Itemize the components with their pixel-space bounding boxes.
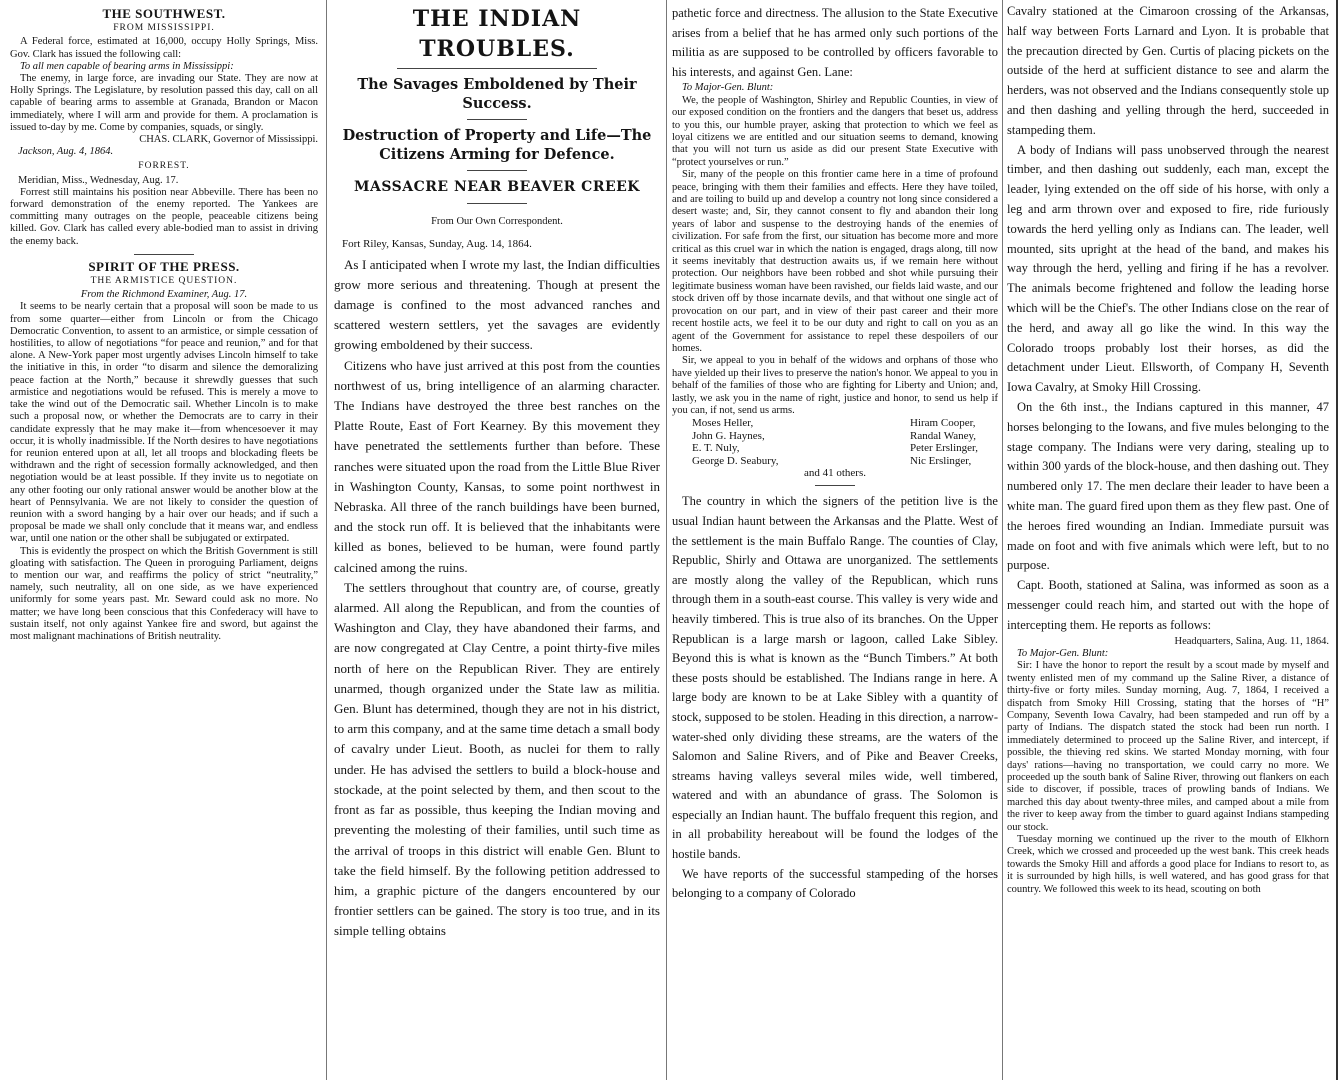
salutation: To Major-Gen. Blunt: <box>682 82 774 94</box>
rule <box>397 68 597 69</box>
column-indian-troubles <box>334 0 660 1080</box>
paragraph: This is evidently the prospect on which the British Government is still gloating with satisfaction. The Queen in proroguing Parliament, deigns to mention our war, and reaffirms the policy of strict “neutrality,” namely, such neutrality, all on one side, as we have experienced uniformly for some years past. Mr. Seward could ask no more. No matter; we have long been conscious that this Confederacy will have to sustain itself, not only against Yankee fire and sword, but against the most malignant machinations of British neutrality. <box>10 545 318 642</box>
section-title-southwest: THE SOUTHWEST. <box>102 6 226 21</box>
column-rule <box>1002 0 1003 1080</box>
main-headline: THE INDIAN TROUBLES. <box>412 6 582 62</box>
rule <box>815 485 855 486</box>
report-paragraph: Sir: I have the honor to report the result by a scout made by myself and twenty enlisted men of my command up the Saline River, a distance of thirty-five or forty miles. Sunday morning, Aug. 7, 1864, I received a dispatch from Smoky Hill Crossing, stating that the horses of “H” Company, Seventh Iowa Cavalry, had been stampeded and run off by a party of Indians. The dispatch stated the stock had been run north. I immediately determined to proceed up the Saline River, and intercept, if possible, the thieving red skins. We started Monday morning, with four days' rations—having no transportation, we could carry no more. We proceeded up the south bank of Saline River, throwing out flankers on each side to discover, if possible, traces of prowling bands of Indians. We marched this day about twenty-three miles, and camped about a mile from the river to keep away from the timber to guard against Indians stampeding our stock. <box>1007 660 1329 833</box>
correspondent-line: From Our Own Correspondent. <box>431 216 563 228</box>
paragraph: It seems to be nearly certain that a proposal will soon be made to us from some quarter—either from Lincoln or from the Chicago Democratic Convention, to assent to an armistice, or simple cessation of hostilities, to allow of negotiations “for peace and reunion,” and for that alone. A New-York paper most urgently advises Lincoln himself to take the initiative in this, in order “to disarm and silence the demoralizing peace faction at the North,” because it shrewdly guesses that such armistice and negotiations would be refused. This is merely a move to take the wind out of the Democratic sail. Whether Lincoln is to make such a proposal now, or whether the Democrats are to carry in their candidate expressly that he may make it—from whencesoever it may occur, it is wholly inadmissible. If the North desires to have negotiations for reunion entered upon at all, let all troops and blockading fleets be withdrawn and the right of secession formally acknowledged, and then negotiation would be at least possible. If they invite us to negotiate on any other footing our only rational answer would be another blow at the heart of Pennsylvania. We are not likely to consider the question of reunion with a sword hanging by a hair over our heads; and if such a proposal be made we shall only conclude that it means war, and endless war, until one nation or the other shall be subjugated or extirpated. <box>10 301 318 545</box>
subhead-forrest: FORREST. <box>138 161 190 172</box>
signers-left <box>692 417 778 467</box>
rule <box>467 119 527 120</box>
paragraph: We have reports of the successful stampeding of the horses belonging to a company of Colorado <box>672 866 998 901</box>
signers-right <box>910 417 978 467</box>
signers-list <box>672 417 998 467</box>
paragraph: The enemy, in large force, are invading our State. They are now at Holly Springs. The Legislature, by resolution passed this day, call on all capable of bearing arms to assemble at Granada, Brandon or Macon immediately, where I will arm and provide for them. A proclamation is issued to-day by me. Come by companies, squads, or singly. <box>10 73 318 133</box>
rule <box>467 170 527 171</box>
signer-name: John G. Haynes, <box>692 429 765 442</box>
signer-name: Moses Heller, <box>692 417 754 430</box>
report-paragraph: Tuesday morning we continued up the river to the mouth of Elkhorn Creek, which we crossed and proceeded up the west bank. This creek heads towards the Smoky Hill and affords a good place for Indians to resort to, as it is surrounded by high hills, is well watered, and has good grass for that country. We followed this week to its head, scouting on both <box>1007 834 1329 895</box>
column-petition <box>672 0 998 1080</box>
deck-headline: MASSACRE NEAR BEAVER CREEK <box>354 179 640 195</box>
call-heading: To all men capable of bearing arms in Mississippi: <box>20 60 234 72</box>
paragraph: On the 6th inst., the Indians captured in this manner, 47 horses belonging to the Iowans, and five mules belonging to the stage company. The Indians were very daring, stealing up to within 300 yards of the block-house, and then dashing out. They numbered only 17. The men declare their leader to have been a white man. The guard fired upon them as they flew past. One of the heroes fired wounding an Indian. Immediate pursuit was made on foot and with five animals which were left, but to no purpose. <box>1007 399 1329 573</box>
paragraph: Citizens who have just arrived at this post from the counties northwest of us, bring intelligence of an alarming character. The Indians have destroyed the three best ranches on the Platte Route, East of Fort Kearney. By this movement they have penetrated the settlements further than before. These ranches were situated upon the road from the Little Blue River in Washington County, Kansas, to some point northwest in Nebraska. All three of the ranch buildings have been burned, and the stock run off. It is believed that the inhabitants were killed as bones, believed to be human, were found partly calcined among the ruins. <box>334 357 660 575</box>
report-heading: Headquarters, Salina, Aug. 11, 1864. <box>1174 635 1329 647</box>
signer-name: E. T. Nuly, <box>692 442 740 455</box>
subhead-armistice: THE ARMISTICE QUESTION. <box>90 276 238 287</box>
signer-name: Nic Erslinger, <box>910 454 972 467</box>
paragraph: The country in which the signers of the petition live is the usual Indian haunt between the Arkansas and the Platte. West of the settlement is the main Buffalo Range. The counties of Clay, Republic, Shirly and Ottawa are unorganized. The settlements are mostly along the valley of the Republican, which runs through them in a south-east course. This valley is very wide and heavily timbered. This is true also of its branches. On the Upper Republican is a large marsh or lagoon, called Lake Sibley. Beyond this is what is known as the “Bunch Timbers.” At both these posts should be established. The Indians range in here. A large body are known to be at Lake Sibley with a quantity of stock, supposed to be stolen. Heading in this direction, a narrow-water-shed only dividing these streams, are the waters of the Salomon and Saline Rivers, and of Pike and Beaver Creeks, streams having valleys several miles wide, well timbered, watered and with an abundance of grass. The Solomon is especially an Indian haunt. The buffalo frequent this region, and in all probability hereabout will be found the lodges of the hostile bands. <box>672 494 998 862</box>
signer-name: Randal Waney, <box>910 429 977 442</box>
paragraph: Forrest still maintains his position near Abbeville. There has been no forward demonstration of the enemy reported. The Yankees are committing many outrages on the people, peaceable citizens being killed. Gov. Clark has called every able-bodied man to assist in driving the enemy back. <box>10 186 318 247</box>
column-rule <box>666 0 667 1080</box>
rule <box>467 203 527 204</box>
report-salutation: To Major-Gen. Blunt: <box>1017 647 1109 659</box>
signer-name: Hiram Cooper, <box>910 417 976 430</box>
dateline: Jackson, Aug. 4, 1864. <box>18 146 114 158</box>
paragraph: The settlers throughout that country are, of course, greatly alarmed. All along the Republican, and from the counties of Washington and Clay, they have abandoned their farms, and are now congregated at Clay Centre, a point thirty-five miles north of here on the Republican River. They are entirely unarmed, though organized under the State law as militia. Gen. Blunt has determined, though they are not in his district, to arm this company, and at the same time detach a small body of cavalry under Lieut. Booth, as nuclei for them to rally under. He has advised the settlers to build a block-house and stockade, at the point selected by them, and then scout to the front as far as possible, thus keeping the Indian moving and preventing the molesting of their families, until such time as the arrival of troops in this district will enable Gen. Blunt to take the field himself. By the following petition addressed to him, a graphic picture of the dangers encountered by our frontier settlers can be gained. The story is too true, and in its simple telling obtains <box>334 579 660 939</box>
petition-paragraph: We, the people of Washington, Shirley and Republic Counties, in view of our exposed condition on the frontiers and the dangers that beset us, address to you this, our humble prayer, asking that protection to which we feel as loyal citizens we are entitled and our situation seems to demand, knowing that you will not turn us aside as did our present State Executive with “protect yourselves or run.” <box>672 94 998 168</box>
petition-paragraph: Sir, many of the people on this frontier came here in a time of profound peace, bringing with them their families and effects. Here they have toiled, and are toiling to build up and develop a country not long since considered a desert waste; and, Sir, they cannot consent to fly and abandon their long years of labor and suspense to the destroying hands of the enemies of civilization. For safe from the first, our situation has become more and more critical as this cruel war in which the nation is engaged, drags along, till now it seems inevitably that destruction awaits us, if we remain here without protection. Our neighbors have been robbed and shot while pursuing their legitimate business woman have been ravished, our fields laid waste, and our stock driven off by those incarnate devils, and that without one single act of provocation on our part, and in view of their past career and their more recent hostile acts, we feel it to be our duty and right to call on you as an agent of the Government for assistance to repel these despoilers of our homes. <box>672 169 998 354</box>
paragraph: Capt. Booth, stationed at Salina, was informed as soon as a messenger could reach him, and started out with the hope of intercepting them. He reports as follows: <box>1007 578 1329 632</box>
section-divider <box>134 254 194 255</box>
paragraph: Cavalry stationed at the Cimaroon crossing of the Arkansas, half way between Forts Larnard and Lyon. It is probable that the precaution directed by Gen. Curtis of placing pickets on the outside of the herd at sufficient distance to see and alarm the herders, was not observed and the Indians consequently stole up and then dashing and yelling through the herd, succeeded in stampeding them. <box>1007 4 1329 137</box>
paragraph: pathetic force and directness. The allusion to the State Executive arises from a belief that he has armed only such portions of the militia as are supposed to be controlled by officers favorable to his interests, and against Gen. Lane: <box>672 6 998 79</box>
page-edge <box>1336 0 1338 1080</box>
section-title-spirit-of-the-press: SPIRIT OF THE PRESS. <box>88 258 240 274</box>
column-southwest <box>10 0 318 1080</box>
column-report <box>1007 0 1329 1080</box>
dateline: Meridian, Miss., Wednesday, Aug. 17. <box>18 174 179 186</box>
signature: CHAS. CLARK, Governor of Mississippi. <box>139 134 318 146</box>
deck-headline: The Savages Emboldened by Their Success. <box>357 76 637 112</box>
signers-others: and 41 others. <box>803 466 866 479</box>
column-rule <box>326 0 327 1080</box>
dateline: Fort Riley, Kansas, Sunday, Aug. 14, 1864. <box>342 238 532 251</box>
subhead-from-mississippi: FROM MISSISSIPPI. <box>113 23 215 34</box>
paragraph: A body of Indians will pass unobserved through the nearest timber, and then dashing out suddenly, each man, except the leader, lying extended on the off side of his horse, with only a leg and arm thrown over and exposed to fire, ride furiously towards the herd yelling only as Indians can. The leader, well mounted, sits upright at the head of the band, and makes his way through the herd, yelling and firing if he has a revolver. The animals become frightened and follow the leading horse which will be the Chief's. The other Indians close on the rear of the herd, and away all go like the wind. In this way the Colorado troops probably lost their horses, as did the detachment under Lieut. Ellsworth, of Company H, Seventh Iowa Cavalry, at Smoky Hill Crossing. <box>1007 142 1329 395</box>
petition-paragraph: Sir, we appeal to you in behalf of the widows and orphans of those who have yielded up their lives to preserve the nation's honor. We appeal to you in behalf of the families of those who are fighting for Liberty and Union; and, lastly, we ask you in the name of right, justice and honor, to send us help if you can, if not, send us arms. <box>672 355 998 416</box>
source-line: From the Richmond Examiner, Aug. 17. <box>80 289 248 301</box>
deck-headline: Destruction of Property and Life—The Citizens Arming for Defence. <box>342 127 652 163</box>
paragraph: As I anticipated when I wrote my last, the Indian difficulties grow more serious and threatening. Though at present the damage is confined to the most advanced ranches and scattered western settlers, yet the savages are evidently growing emboldened by their success. <box>334 256 660 353</box>
signer-name: George D. Seabury, <box>692 454 779 467</box>
signer-name: Peter Erslinger, <box>910 442 978 455</box>
paragraph: A Federal force, estimated at 16,000, occupy Holly Springs, Miss. Gov. Clark has issued the following call: <box>10 36 318 60</box>
